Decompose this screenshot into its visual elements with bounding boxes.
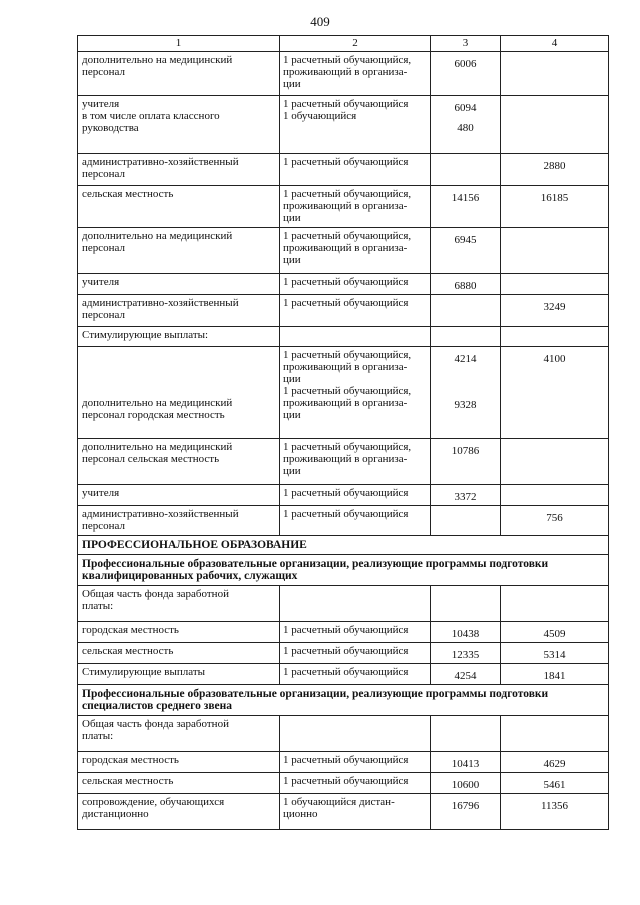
unit-line: 1 расчетный обучающийся — [283, 645, 409, 657]
unit-line: проживающий в организа- — [283, 361, 408, 373]
indicator-cell — [78, 622, 280, 643]
indicator-line — [82, 349, 276, 361]
indicator-line: персонал — [82, 168, 126, 180]
unit-cell — [280, 274, 431, 295]
table-row — [78, 586, 609, 622]
value-cell — [431, 228, 501, 274]
value-cell-col4 — [501, 794, 609, 830]
indicator-cell — [78, 52, 280, 96]
table-row — [78, 506, 609, 536]
value-cell-col4 — [501, 664, 609, 685]
value-cell-col4 — [501, 643, 609, 664]
indicator-line: персонал — [82, 66, 126, 78]
value-line: 6094 — [454, 102, 477, 114]
unit-cell — [280, 506, 431, 536]
value-cell-col4 — [501, 716, 609, 752]
value-cell — [431, 664, 501, 685]
unit-cell — [280, 622, 431, 643]
value-line: 16185 — [540, 192, 569, 204]
unit-cell — [280, 347, 431, 439]
table-row — [78, 716, 609, 752]
unit-cell — [280, 794, 431, 830]
unit-line: 1 расчетный обучающийся — [283, 624, 409, 636]
unit-line: ционно — [283, 808, 318, 820]
unit-cell — [280, 154, 431, 186]
unit-line: ции — [283, 212, 301, 224]
indicator-line: платы: — [82, 730, 114, 742]
unit-line: ции — [283, 373, 301, 385]
unit-line: 1 расчетный обучающийся, — [283, 54, 412, 66]
unit-line: 1 расчетный обучающийся, — [283, 385, 412, 397]
indicator-line: сельская местность — [82, 775, 174, 787]
indicator-line: административно-хозяйственный — [82, 508, 239, 520]
indicator-cell — [78, 586, 280, 622]
unit-line: ции — [283, 409, 301, 421]
value-line: 4509 — [543, 628, 566, 640]
indicator-cell — [78, 773, 280, 794]
value-line: 1841 — [543, 670, 566, 682]
value-line: 10438 — [451, 628, 480, 640]
section-heading-row — [78, 536, 609, 555]
value-line: 10600 — [451, 779, 480, 791]
unit-line: 1 расчетный обучающийся — [283, 98, 409, 110]
indicator-line: в том числе оплата классного — [82, 110, 220, 122]
value-cell — [431, 622, 501, 643]
indicator-line: административно-хозяйственный — [82, 156, 239, 168]
value-line: 4629 — [543, 758, 566, 770]
value-cell-col4 — [501, 622, 609, 643]
indicator-line: дополнительно на медицинский — [82, 397, 233, 409]
unit-cell — [280, 752, 431, 773]
value-line: 16796 — [451, 800, 480, 812]
unit-line: ции — [283, 254, 301, 266]
unit-cell — [280, 773, 431, 794]
unit-cell — [280, 186, 431, 228]
indicator-cell — [78, 752, 280, 773]
unit-line: 1 расчетный обучающийся, — [283, 441, 412, 453]
value-line: 4214 — [454, 353, 477, 365]
indicator-line: руководства — [82, 122, 139, 134]
value-line: 6945 — [454, 234, 477, 246]
value-cell-col4 — [501, 295, 609, 327]
unit-line: ции — [283, 78, 301, 90]
value-line: 14156 — [451, 192, 480, 204]
indicator-cell — [78, 274, 280, 295]
value-cell-col4 — [501, 186, 609, 228]
value-cell — [431, 643, 501, 664]
indicator-line: учителя — [82, 487, 120, 499]
indicator-line: персонал — [82, 242, 126, 254]
table-row — [78, 295, 609, 327]
unit-cell — [280, 327, 431, 347]
value-cell-col4 — [501, 586, 609, 622]
unit-line: проживающий в организа- — [283, 453, 408, 465]
indicator-line: персонал — [82, 309, 126, 321]
value-line: 4100 — [543, 353, 566, 365]
column-header: 2 — [280, 36, 431, 52]
value-cell-col4 — [501, 96, 609, 154]
value-line: 4254 — [454, 670, 477, 682]
value-line: 3372 — [454, 491, 477, 503]
unit-cell — [280, 96, 431, 154]
value-cell — [431, 773, 501, 794]
unit-line: ции — [283, 465, 301, 477]
indicator-cell — [78, 716, 280, 752]
indicator-line — [82, 385, 276, 397]
value-line: 3249 — [543, 301, 566, 313]
unit-line: 1 обучающийся дистан- — [283, 796, 395, 808]
value-cell — [431, 439, 501, 485]
value-cell-col4 — [501, 439, 609, 485]
value-cell — [431, 716, 501, 752]
value-line: 10786 — [451, 445, 480, 457]
value-line: 480 — [457, 122, 474, 134]
indicator-cell — [78, 439, 280, 485]
indicator-line — [82, 361, 276, 373]
value-line: 11356 — [540, 800, 569, 812]
table-row — [78, 794, 609, 830]
unit-line: 1 расчетный обучающийся — [283, 508, 409, 520]
table-row — [78, 154, 609, 186]
indicator-line: персонал сельская местность — [82, 453, 220, 465]
indicator-line: Стимулирующие выплаты — [82, 666, 206, 678]
unit-line: 1 расчетный обучающийся — [283, 775, 409, 787]
unit-cell — [280, 485, 431, 506]
indicator-line: сопровождение, обучающихся — [82, 796, 225, 808]
indicator-line — [82, 373, 276, 385]
indicator-line: Общая часть фонда заработной — [82, 718, 229, 730]
table-row — [78, 186, 609, 228]
table-row — [78, 228, 609, 274]
value-cell — [431, 52, 501, 96]
subsection-heading: Профессиональные образовательные организации, реализующие программы подготовки квалифицированных рабочих, служащих — [78, 555, 609, 586]
value-cell-col4 — [501, 327, 609, 347]
indicator-line: административно-хозяйственный — [82, 297, 239, 309]
indicator-line: персонал городская местность — [82, 409, 225, 421]
value-cell — [431, 96, 501, 154]
value-line: 6880 — [454, 280, 477, 292]
value-cell-col4 — [501, 506, 609, 536]
unit-line: 1 обучающийся — [283, 110, 357, 122]
unit-cell — [280, 664, 431, 685]
indicator-cell — [78, 485, 280, 506]
budget-norms-table — [77, 35, 609, 830]
value-cell — [431, 752, 501, 773]
value-cell-col4 — [501, 154, 609, 186]
indicator-cell — [78, 154, 280, 186]
table-row — [78, 485, 609, 506]
table-row — [78, 439, 609, 485]
table-row — [78, 52, 609, 96]
value-cell-col4 — [501, 228, 609, 274]
indicator-line: Стимулирующие выплаты: — [82, 329, 209, 341]
unit-line: 1 расчетный обучающийся, — [283, 188, 412, 200]
indicator-cell — [78, 643, 280, 664]
indicator-cell — [78, 327, 280, 347]
indicator-line: сельская местность — [82, 645, 174, 657]
indicator-line: дистанционно — [82, 808, 149, 820]
table-row — [78, 274, 609, 295]
value-cell — [431, 485, 501, 506]
unit-cell — [280, 295, 431, 327]
unit-line: 1 расчетный обучающийся — [283, 754, 409, 766]
indicator-line: сельская местность — [82, 188, 174, 200]
value-cell-col4 — [501, 274, 609, 295]
value-cell-col4 — [501, 52, 609, 96]
unit-cell — [280, 586, 431, 622]
table-row — [78, 622, 609, 643]
indicator-cell — [78, 664, 280, 685]
subsection-heading-row — [78, 555, 609, 586]
table-row — [78, 643, 609, 664]
unit-line: проживающий в организа- — [283, 242, 408, 254]
unit-line: проживающий в организа- — [283, 397, 408, 409]
value-line: 756 — [546, 512, 563, 524]
table-row — [78, 327, 609, 347]
column-header: 3 — [431, 36, 501, 52]
unit-line: 1 расчетный обучающийся, — [283, 230, 412, 242]
table-row — [78, 96, 609, 154]
subsection-heading: Профессиональные образовательные организации, реализующие программы подготовки специалистов среднего звена — [78, 685, 609, 716]
indicator-line: учителя — [82, 98, 120, 110]
unit-line: 1 расчетный обучающийся — [283, 276, 409, 288]
indicator-line: дополнительно на медицинский — [82, 54, 233, 66]
unit-cell — [280, 716, 431, 752]
unit-line: проживающий в организа- — [283, 200, 408, 212]
table-row — [78, 664, 609, 685]
subsection-heading-row — [78, 685, 609, 716]
indicator-line: городская местность — [82, 754, 179, 766]
value-cell — [431, 327, 501, 347]
value-cell-col4 — [501, 347, 609, 439]
indicator-line: дополнительно на медицинский — [82, 230, 233, 242]
indicator-line: платы: — [82, 600, 114, 612]
value-line: 2880 — [543, 160, 566, 172]
table-row — [78, 347, 609, 439]
unit-cell — [280, 52, 431, 96]
unit-line: 1 расчетный обучающийся — [283, 666, 409, 678]
unit-line: проживающий в организа- — [283, 66, 408, 78]
value-line: 10413 — [451, 758, 480, 770]
value-line: 6006 — [454, 58, 477, 70]
unit-cell — [280, 439, 431, 485]
indicator-line: учителя — [82, 276, 120, 288]
value-cell — [431, 186, 501, 228]
indicator-line: городская местность — [82, 624, 179, 636]
value-cell — [431, 154, 501, 186]
value-line: 5314 — [543, 649, 566, 661]
unit-line: 1 расчетный обучающийся, — [283, 349, 412, 361]
section-heading: ПРОФЕССИОНАЛЬНОЕ ОБРАЗОВАНИЕ — [78, 536, 609, 555]
indicator-cell — [78, 295, 280, 327]
value-cell — [431, 274, 501, 295]
page-number: 409 — [310, 14, 330, 29]
indicator-cell — [78, 96, 280, 154]
column-header: 4 — [501, 36, 609, 52]
indicator-cell — [78, 506, 280, 536]
value-cell — [431, 794, 501, 830]
indicator-cell — [78, 794, 280, 830]
unit-line: 1 расчетный обучающийся — [283, 297, 409, 309]
header-row — [78, 36, 609, 52]
unit-line: 1 расчетный обучающийся — [283, 156, 409, 168]
indicator-line: дополнительно на медицинский — [82, 441, 233, 453]
table-row — [78, 752, 609, 773]
indicator-line: персонал — [82, 520, 126, 532]
indicator-line: Общая часть фонда заработной — [82, 588, 229, 600]
indicator-cell — [78, 347, 280, 439]
indicator-cell — [78, 186, 280, 228]
value-cell — [431, 586, 501, 622]
value-cell — [431, 295, 501, 327]
indicator-cell — [78, 228, 280, 274]
unit-line: 1 расчетный обучающийся — [283, 487, 409, 499]
column-header: 1 — [78, 36, 280, 52]
value-cell — [431, 347, 501, 439]
value-cell-col4 — [501, 752, 609, 773]
value-cell-col4 — [501, 773, 609, 794]
value-line: 5461 — [543, 779, 566, 791]
value-cell-col4 — [501, 485, 609, 506]
value-line: 9328 — [454, 399, 477, 411]
value-cell — [431, 506, 501, 536]
table-row — [78, 773, 609, 794]
unit-cell — [280, 228, 431, 274]
unit-cell — [280, 643, 431, 664]
value-line: 12335 — [451, 649, 480, 661]
